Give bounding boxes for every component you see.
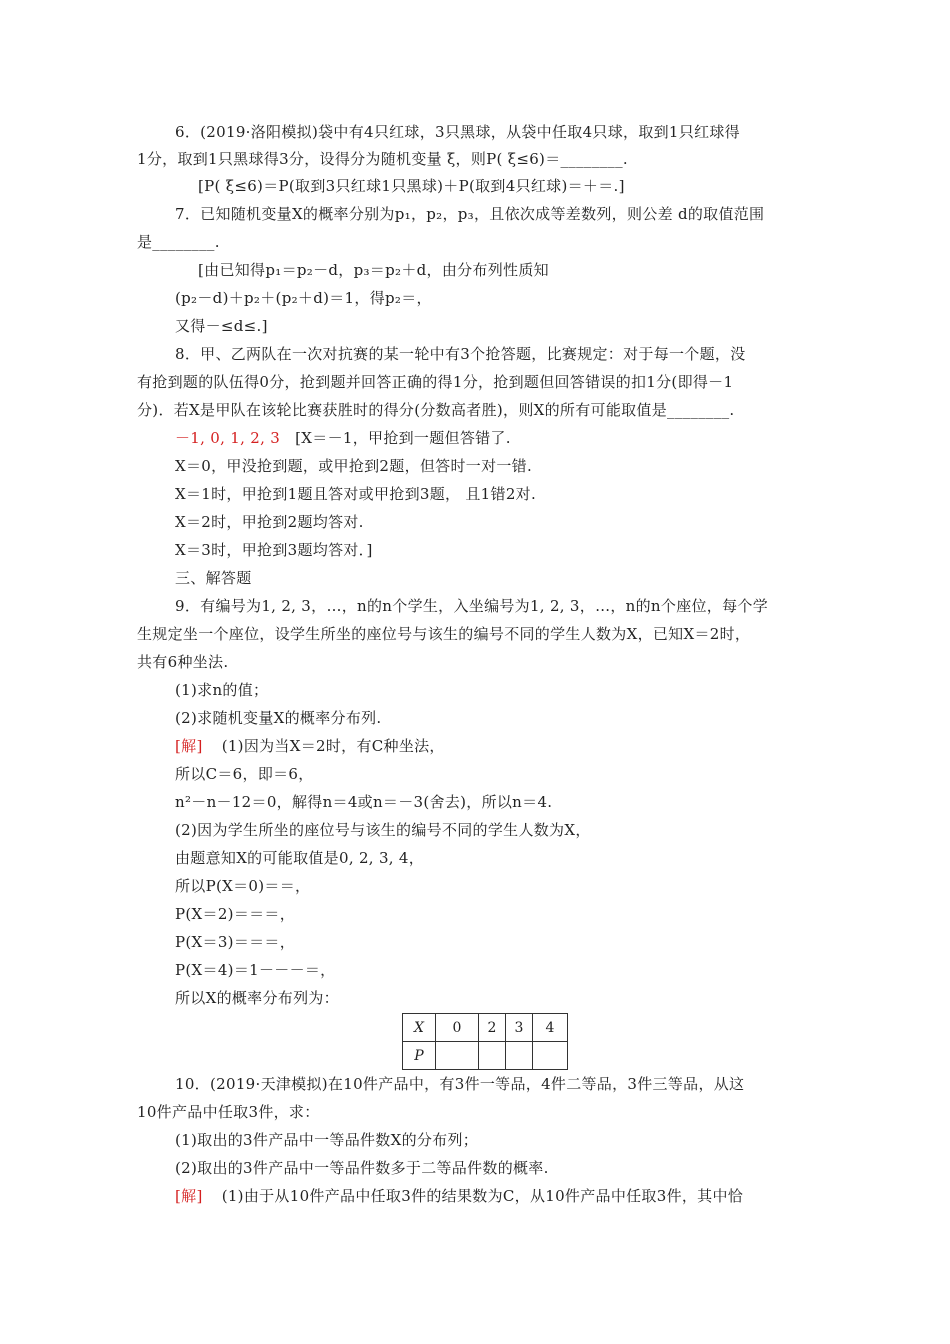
q9-solution-line1 xyxy=(175,734,855,758)
q7-line2: 是________. xyxy=(137,233,220,251)
q9-solution-line8: P(X＝3)＝＝＝， xyxy=(175,933,296,951)
q9-line3: 共有6种坐法. xyxy=(137,653,229,671)
q9-part2: (2)求随机变量X的概率分布列. xyxy=(175,709,382,727)
q9-solution-line9: P(X＝4)＝1－－－＝， xyxy=(175,961,336,979)
q7-answer-line2: (p₂－d)＋p₂＋(p₂＋d)＝1，得p₂＝， xyxy=(175,289,432,307)
table-row xyxy=(403,1014,568,1042)
q10-part2: (2)取出的3件产品中一等品件数多于二等品件数的概率. xyxy=(175,1159,549,1177)
section-heading: 三、解答题 xyxy=(175,569,252,587)
q6-line1: 6．(2019·洛阳模拟)袋中有4只红球，3只黑球，从袋中任取4只球，取到1只红球得 xyxy=(175,123,740,141)
distribution-table xyxy=(402,1013,568,1070)
q9-solution-line4: (2)因为学生所坐的座位号与该生的编号不同的学生人数为X， xyxy=(175,821,591,839)
q8-answer-line2: X＝0，甲没抢到题，或甲抢到2题，但答时一对一错. xyxy=(175,457,533,475)
q9-part1: (1)求n的值； xyxy=(175,681,269,699)
solution-tag: [解] xyxy=(175,737,203,755)
table-cell xyxy=(533,1042,568,1070)
q7-answer-line3: 又得－≤d≤.] xyxy=(175,317,268,335)
q8-answer-line3: X＝1时，甲抢到1题且答对或甲抢到3题， 且1错2对. xyxy=(175,485,537,503)
table-cell xyxy=(506,1042,533,1070)
q10-part1: (1)取出的3件产品中一等品件数X的分布列； xyxy=(175,1131,479,1149)
q8-answer-values: －1, 0, 1, 2, 3 xyxy=(175,429,281,447)
q7-line1: 7．已知随机变量X的概率分别为p₁，p₂，p₃，且依次成等差数列，则公差 d的取值范围 xyxy=(175,205,765,223)
table-cell xyxy=(479,1042,506,1070)
q8-answer-line5: X＝3时，甲抢到3题均答对．] xyxy=(175,541,373,559)
q10-line2: 10件产品中任取3件，求： xyxy=(137,1103,320,1121)
q10-line1: 10．(2019·天津模拟)在10件产品中，有3件一等品，4件二等品，3件三等品，从这 xyxy=(175,1075,745,1093)
q8-line2: 有抢到题的队伍得0分，抢到题并回答正确的得1分，抢到题但回答错误的扣1分(即得－1 xyxy=(137,373,734,391)
q9-solution-line3: n²－n－12＝0，解得n＝4或n＝－3(舍去)，所以n＝4. xyxy=(175,793,553,811)
table-cell: P xyxy=(403,1042,436,1070)
table-cell xyxy=(436,1042,479,1070)
q6-answer: [P( ξ≤6)＝P(取到3只红球1只黑球)＋P(取到4只红球)＝＋＝.] xyxy=(198,177,625,195)
q7-answer-line1: [由已知得p₁＝p₂－d，p₃＝p₂＋d，由分布列性质知 xyxy=(198,261,549,279)
q8-line3: 分)．若X是甲队在该轮比赛获胜时的得分(分数高者胜)，则X的所有可能取值是________. xyxy=(137,401,735,419)
q6-line2: 1分，取到1只黑球得3分，设得分为随机变量 ξ，则P( ξ≤6)＝________. xyxy=(137,150,628,168)
q8-answer-explain: [X＝－1，甲抢到一题但答错了. xyxy=(295,429,511,447)
table-cell: 4 xyxy=(533,1014,568,1042)
q10-solution-text: (1)由于从10件产品中任取3件的结果数为C，从10件产品中任取3件，其中恰 xyxy=(221,1187,744,1205)
q8-answer-line4: X＝2时，甲抢到2题均答对. xyxy=(175,513,364,531)
table-cell: 2 xyxy=(479,1014,506,1042)
table-row xyxy=(403,1042,568,1070)
q9-line1: 9．有编号为1, 2, 3，…，n的n个学生，入坐编号为1, 2, 3，…，n的n个座位，每个学 xyxy=(175,597,768,615)
q9-solution-line7: P(X＝2)＝＝＝， xyxy=(175,905,296,923)
q9-solution-line10: 所以X的概率分布列为： xyxy=(175,989,339,1007)
q10-solution-line1 xyxy=(175,1184,855,1208)
solution-tag: [解] xyxy=(175,1187,203,1205)
q9-solution-line5: 由题意知X的可能取值是0, 2, 3, 4， xyxy=(175,849,425,867)
table-cell: X xyxy=(403,1014,436,1042)
table-cell: 3 xyxy=(506,1014,533,1042)
q8-answer-line1 xyxy=(175,426,855,450)
q9-solution-line6: 所以P(X＝0)＝＝， xyxy=(175,877,311,895)
table-cell: 0 xyxy=(436,1014,479,1042)
q9-line2: 生规定坐一个座位，设学生所坐的座位号与该生的编号不同的学生人数为X，已知X＝2时， xyxy=(137,625,751,643)
q9-solution-line2: 所以C＝6，即＝6， xyxy=(175,765,314,783)
q9-solution-text: (1)因为当X＝2时，有C种坐法， xyxy=(221,737,445,755)
q8-line1: 8．甲、乙两队在一次对抗赛的某一轮中有3个抢答题，比赛规定：对于每一个题，没 xyxy=(175,345,746,363)
